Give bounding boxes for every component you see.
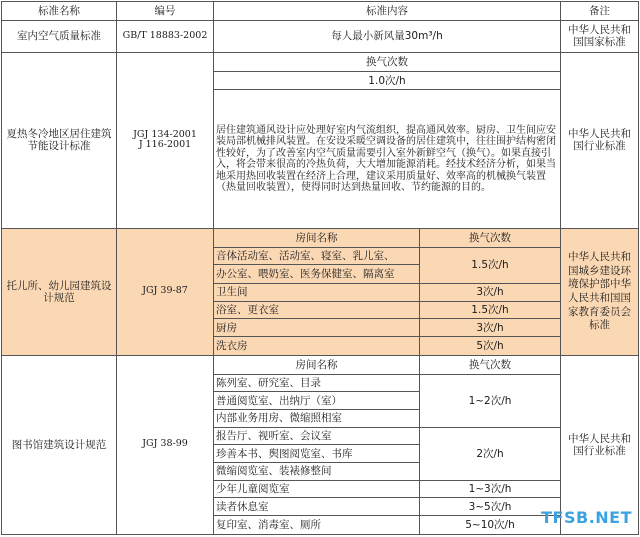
- table-row: [2, 53, 639, 72]
- ventilation-rate: 3次/h: [420, 284, 561, 302]
- ventilation-rate: 1~2次/h: [420, 374, 561, 427]
- table-row: [2, 355, 639, 374]
- standard-code: JGJ 39-87: [117, 228, 214, 355]
- standard-note: 中华人民共和国城乡建设环境保护部中华人民共和国国家教育委员会标准: [561, 228, 639, 355]
- standard-code: [117, 53, 214, 229]
- standard-name: 托儿所、幼儿园建筑设计规范: [2, 228, 117, 355]
- room-name: 报告厅、视听室、会议室: [214, 427, 420, 445]
- standard-note: 中华人民共和国行业标准: [561, 355, 639, 534]
- room-name: 内部业务用房、微缩照相室: [214, 409, 420, 427]
- ventilation-rate: 1.5次/h: [420, 247, 561, 283]
- header-note: 备注: [561, 2, 639, 21]
- room-name: 普通阅览室、出纳厅（室）: [214, 392, 420, 410]
- room-name: 陈列室、研究室、目录: [214, 374, 420, 392]
- room-name: 珍善本书、舆图阅览室、书库: [214, 445, 420, 463]
- room-name-header: 房间名称: [214, 228, 420, 247]
- code-line: J 116-2001: [138, 139, 192, 151]
- ventilation-rate: 2次/h: [420, 427, 561, 480]
- table-header-row: [2, 2, 639, 21]
- room-name: 读者休息室: [214, 498, 420, 516]
- header-standard-name: 标准名称: [2, 2, 117, 21]
- standard-code: GB/T 18883-2002: [117, 20, 214, 52]
- header-content: 标准内容: [214, 2, 561, 21]
- table-row: [2, 20, 639, 52]
- room-name: 卫生间: [214, 284, 420, 302]
- table-row: [2, 228, 639, 247]
- ventilation-rate-header: 换气次数: [214, 53, 561, 72]
- ventilation-rate-header: 换气次数: [420, 228, 561, 247]
- room-name: 厨房: [214, 319, 420, 337]
- ventilation-rate: 1.5次/h: [420, 301, 561, 319]
- code-line: JGJ 134-2001: [133, 128, 197, 140]
- standards-table: [1, 1, 639, 535]
- standard-code: JGJ 38-99: [117, 355, 214, 534]
- room-name: 洗衣房: [214, 337, 420, 356]
- room-name-header: 房间名称: [214, 355, 420, 374]
- standard-note: 中华人民共和国行业标准: [561, 53, 639, 229]
- room-name: 微缩阅览室、装裱修整间: [214, 463, 420, 481]
- room-name: 少年儿童阅览室: [214, 480, 420, 498]
- standard-content-text: 居住建筑通风设计应处理好室内气流组织，提高通风效率。厨房、卫生间应安装局部机械排风装置。在安设采暖空调设备的居住建筑中，往往围护结构密闭性较好，为了改善室内空气质量需要引入室外新鲜空气（换气）。如果直接引入，将会带来很高的冷热负荷，大大增加能源消耗。经技术经济分析，如果当地采用热回收装置在经济上合理，建议采用质量好、效率高的机械换气装置（热量回收装置），使得同时达到热量回收、节约能源的目的。: [214, 90, 561, 228]
- standard-name: 室内空气质量标准: [2, 20, 117, 52]
- header-code: 编号: [117, 2, 214, 21]
- room-name: 办公室、喂奶室、医务保健室、隔离室: [214, 265, 420, 284]
- ventilation-rate: 5~10次/h: [420, 516, 561, 535]
- standard-note: 中华人民共和国国家标准: [561, 20, 639, 52]
- room-name: 复印室、消毒室、厕所: [214, 516, 420, 535]
- site-watermark: TFSB.NET: [541, 508, 632, 527]
- ventilation-rate: 3次/h: [420, 319, 561, 337]
- ventilation-rate: 3~5次/h: [420, 498, 561, 516]
- standard-name: 夏热冬冷地区居住建筑节能设计标准: [2, 53, 117, 229]
- room-name: 音体活动室、活动室、寝室、乳儿室、: [214, 247, 420, 265]
- ventilation-rate-header: 换气次数: [420, 355, 561, 374]
- standard-content: 每人最小新风量30m³/h: [214, 20, 561, 52]
- room-name: 浴室、更衣室: [214, 301, 420, 319]
- ventilation-rate: 1~3次/h: [420, 480, 561, 498]
- standard-name: 图书馆建筑设计规范: [2, 355, 117, 534]
- ventilation-rate: 1.0次/h: [214, 71, 561, 90]
- ventilation-rate: 5次/h: [420, 337, 561, 356]
